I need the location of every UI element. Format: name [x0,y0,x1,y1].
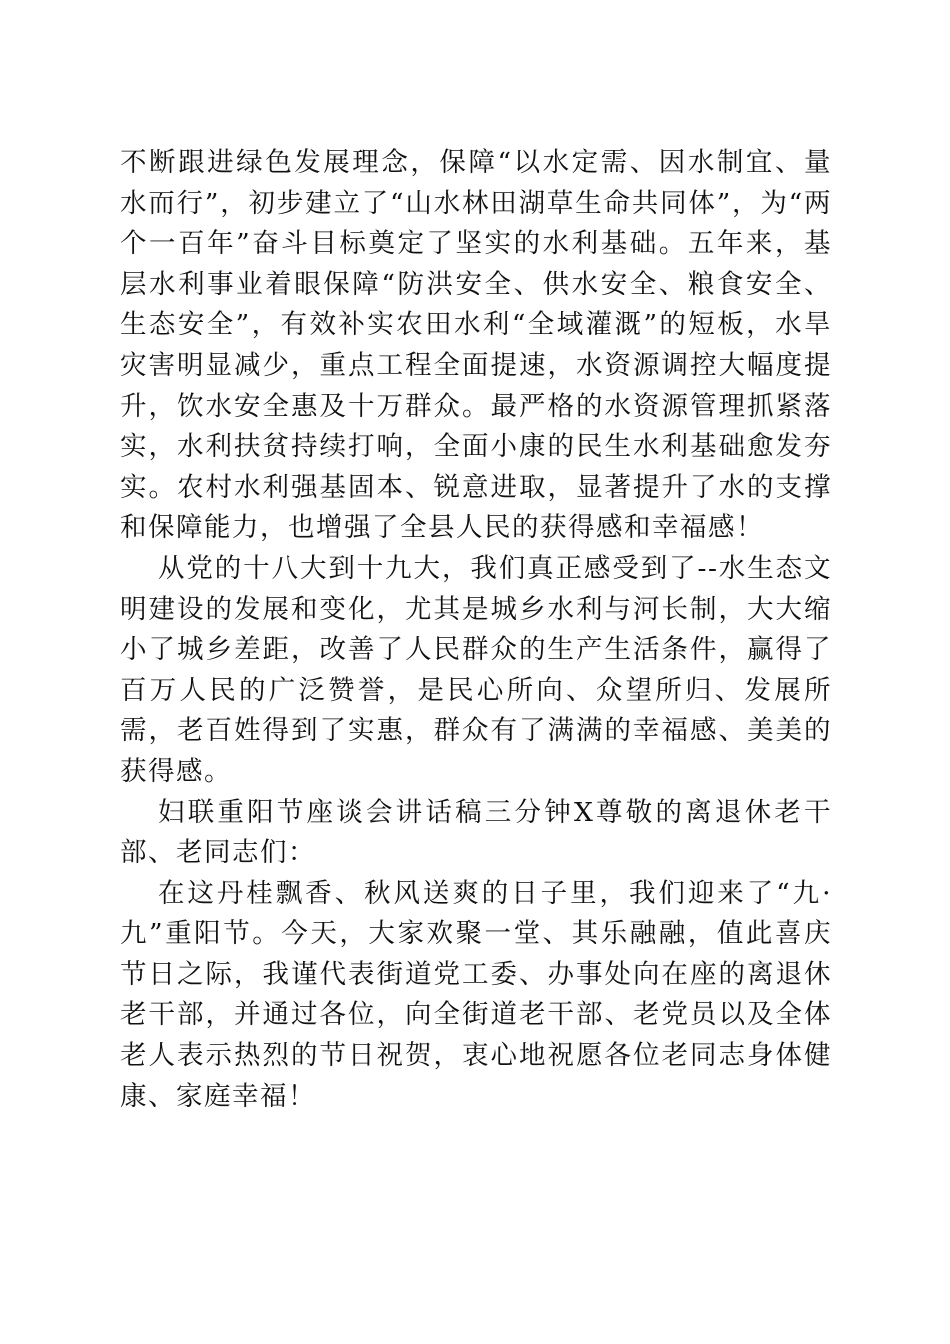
document-body [120,143,832,1117]
paragraph-speech-title: 妇联重阳节座谈会讲话稿三分钟X尊敬的离退休老干部、老同志们： [120,796,832,869]
paragraph-water-conservancy: 不断跟进绿色发展理念，保障“以水定需、因水制宜、量水而行”，初步建立了“山水林田湖草生命共同体”，为“两个一百年”奋斗目标奠定了坚实的水利基础。五年来，基层水利事业着眼保障“防洪安全、供水安全、粮食安全、生态安全”，有效补实农田水利“全域灌溉”的短板，水旱灾害明显减少，重点工程全面提速，水资源调控大幅度提升，饮水安全惠及十万群众。最严格的水资源管理抓紧落实，水利扶贫持续打响，全面小康的民生水利基础愈发夯实。农村水利强基固本、锐意进取，显著提升了水的支撑和保障能力，也增强了全县人民的获得感和幸福感！ [120,147,832,544]
paragraph-ecological-civilization: 从党的十八大到十九大，我们真正感受到了--水生态文明建设的发展和变化，尤其是城乡水利与河长制，大大缩小了城乡差距，改善了人民群众的生产生活条件，赢得了百万人民的广泛赞誉，是民心所向、众望所归、发展所需，老百姓得到了实惠，群众有了满满的幸福感、美美的获得感。 [120,552,832,787]
paragraph-festival-greeting: 在这丹桂飘香、秋风送爽的日子里，我们迎来了“九·九”重阳节。今天，大家欢聚一堂、其乐融融，值此喜庆节日之际，我谨代表街道党工委、办事处向在座的离退休老干部，并通过各位，向全街道老干部、老党员以及全体老人表示热烈的节日祝贺，衷心地祝愿各位老同志身体健康、家庭幸福！ [120,877,832,1112]
